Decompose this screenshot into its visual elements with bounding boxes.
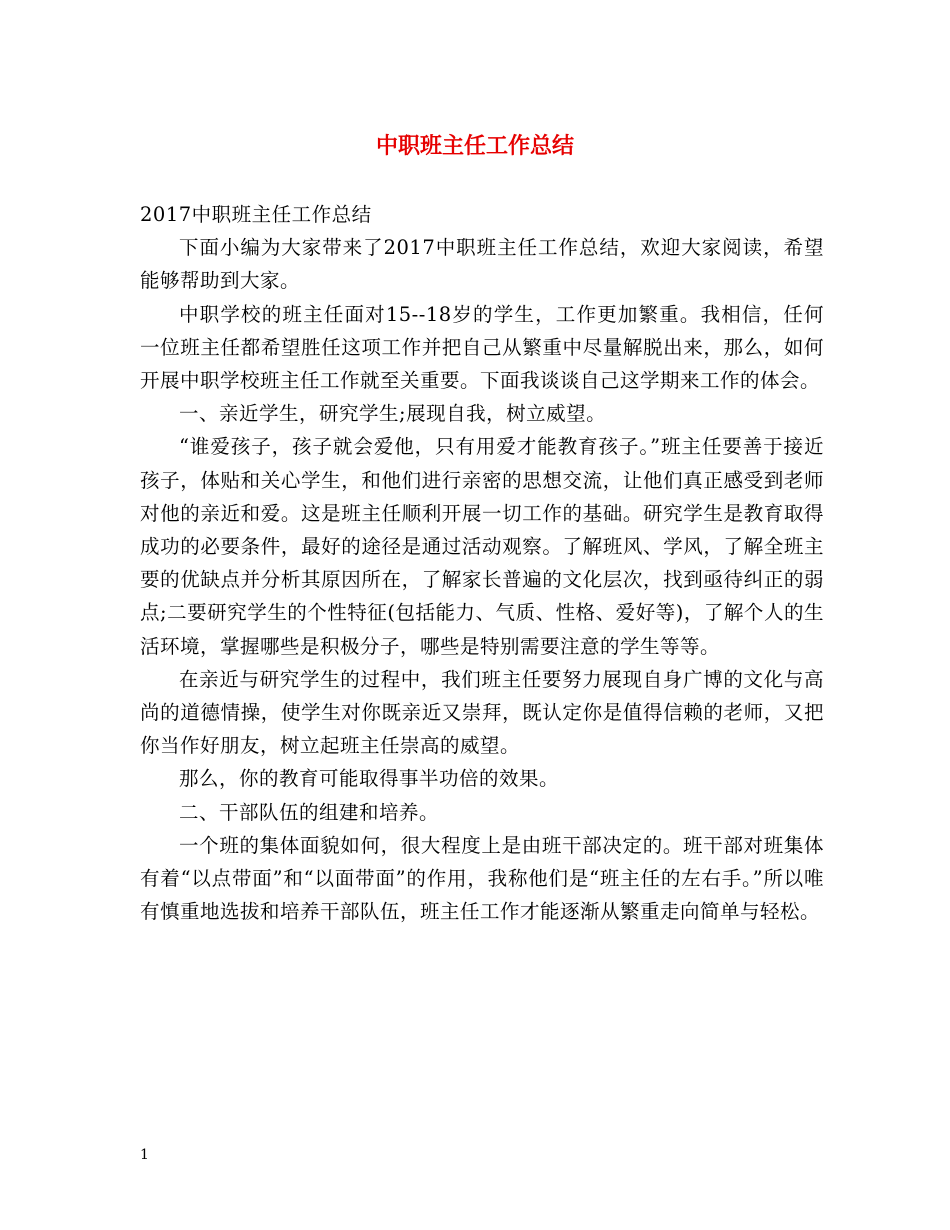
paragraph-intro: 下面小编为大家带来了2017中职班主任工作总结，欢迎大家阅读，希望能够帮助到大家。 [140, 236, 824, 293]
document-body [140, 198, 824, 928]
paragraph-overview: 中职学校的班主任面对15--18岁的学生，工作更加繁重。我相信，任何一位班主任都希望胜任这项工作并把自己从繁重中尽量解脱出来，那么，如何开展中职学校班主任工作就至关重要。下面我谈谈自己这学期来工作的体会。 [140, 302, 824, 393]
paragraph-section-2-a: 一个班的集体面貌如何，很大程度上是由班干部决定的。班干部对班集体有着“以点带面”和“以面带面”的作用，我称他们是“班主任的左右手。”所以唯有慎重地选拔和培养干部队伍，班主任工作才能逐渐从繁重走向简单与轻松。 [140, 833, 824, 924]
section-heading-1: 一、亲近学生，研究学生;展现自我，树立威望。 [179, 402, 607, 426]
section-heading-2: 二、干部队伍的组建和培养。 [179, 800, 440, 824]
document-subtitle: 2017中职班主任工作总结 [140, 203, 372, 226]
paragraph-section-1-c: 那么，你的教育可能取得事半功倍的效果。 [179, 767, 560, 791]
document-title: 中职班主任工作总结 [375, 133, 574, 159]
paragraph-section-1-a: “谁爱孩子，孩子就会爱他，只有用爱才能教育孩子。”班主任要善于接近孩子，体贴和关心学生，和他们进行亲密的思想交流，让他们真正感受到老师对他的亲近和爱。这是班主任顺利开展一切工作的基础。研究学生是教育取得成功的必要条件，最好的途径是通过活动观察。了解班风、学风，了解全班主要的优缺点并分析其原因所在，了解家长普遍的文化层次，找到亟待纠正的弱点;二要研究学生的个性特征(包括能力、气质、性格、爱好等)，了解个人的生活环境，掌握哪些是积极分子，哪些是特别需要注意的学生等等。 [140, 435, 824, 658]
page-number: 1 [140, 1147, 149, 1163]
paragraph-section-1-b: 在亲近与研究学生的过程中，我们班主任要努力展现自身广博的文化与高尚的道德情操，使学生对你既亲近又崇拜，既认定你是值得信赖的老师，又把你当作好朋友，树立起班主任崇高的威望。 [140, 667, 824, 758]
